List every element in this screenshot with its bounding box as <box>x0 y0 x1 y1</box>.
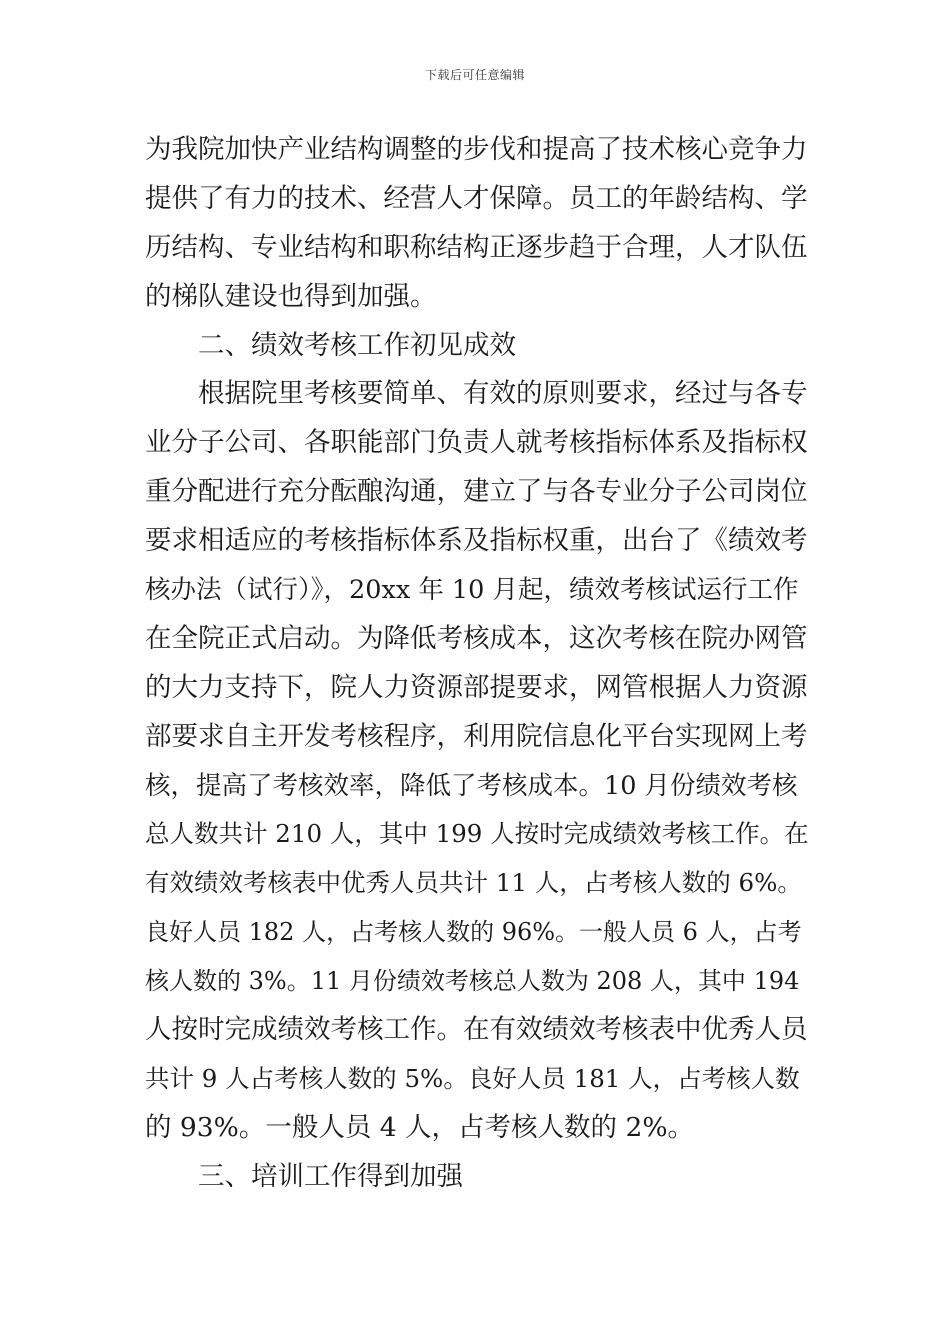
section-line: 二、绩效考核工作初见成效 <box>198 329 516 361</box>
text-line: 的 93%。一般人员 4 人，占考核人数的 2%。 <box>145 1111 694 1143</box>
text-line: 核，提高了考核效率，降低了考核成本。10 月份绩效考核 <box>145 770 798 801</box>
text-line: 提供了有力的技术、经营人才保障。员工的年龄结构、学 <box>145 182 808 214</box>
text-line: 为我院加快产业结构调整的步伐和提高了技术核心竞争力 <box>145 134 808 165</box>
text-line: 重分配进行充分酝酿沟通，建立了与各专业分子公司岗位 <box>145 476 808 508</box>
text-line: 业分子公司、各职能部门负责人就考核指标体系及指标权 <box>145 427 808 459</box>
text-line: 核人数的 3%。11 月份绩效考核总人数为 208 人，其中 194 <box>145 967 800 996</box>
text-line: 要求相适应的考核指标体系及指标权重，出台了《绩效考 <box>145 525 808 557</box>
text-line: 在全院正式启动。为降低考核成本，这次考核在院办网管 <box>145 622 808 654</box>
section-line: 根据院里考核要简单、有效的原则要求，经过与各专 <box>198 378 808 410</box>
text-line: 的梯队建设也得到加强。 <box>145 280 437 312</box>
text-line: 的大力支持下，院人力资源部提要求，网管根据人力资源 <box>145 671 808 703</box>
text-line: 核办法（试行）》，20xx 年 10 月起，绩效考核试运行工作 <box>145 575 799 606</box>
document-body <box>145 126 809 1202</box>
page-header: 下载后可任意编辑 <box>424 68 525 82</box>
text-line: 人按时完成绩效考核工作。在有效绩效考核表中优秀人员 <box>145 1014 808 1046</box>
text-line: 部要求自主开发考核程序，利用院信息化平台实现网上考 <box>145 720 808 752</box>
text-line: 有效绩效考核表中优秀人员共计 11 人，占考核人数的 6%。 <box>145 868 802 898</box>
section-line: 三、培训工作得到加强 <box>198 1160 463 1192</box>
text-line: 共计 9 人占考核人数的 5%。良好人员 181 人，占考核人数 <box>145 1063 800 1093</box>
text-line: 良好人员 182 人，占考核人数的 96%。一般人员 6 人，占考 <box>145 918 802 947</box>
text-line: 总人数共计 210 人，其中 199 人按时完成绩效考核工作。在 <box>145 819 809 849</box>
text-line: 历结构、专业结构和职称结构正逐步趋于合理，人才队伍 <box>145 231 808 263</box>
